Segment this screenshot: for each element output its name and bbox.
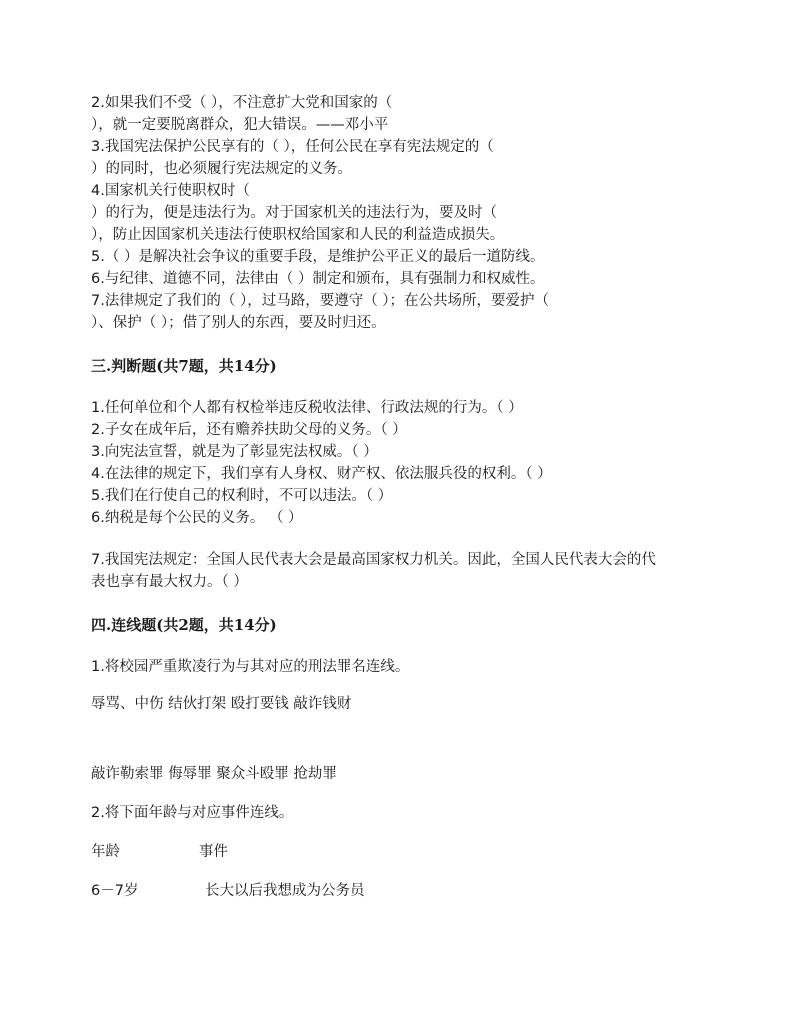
section-heading-matching: 四.连线题(共2题，共14分) <box>91 616 277 634</box>
fill-blank-q6: 6.与纪律、道德不同，法律由（ ）制定和颁布，具有强制力和权威性。 <box>91 271 545 287</box>
fill-blank-q7-line2: ）、保护（ ）；借了别人的东西，要及时归还。 <box>91 315 386 331</box>
fill-blank-q5: 5.（ ）是解决社会争议的重要手段，是维护公平正义的最后一道防线。 <box>91 249 545 265</box>
judgment-q6: 6.纳税是每个公民的义务。 （ ） <box>91 510 303 526</box>
judgment-q1: 1.任何单位和个人都有权检举违反税收法律、行政法规的行为。（ ） <box>91 400 523 416</box>
fill-blank-q2-line1: 2.如果我们不受（ ），不注意扩大党和国家的（ <box>91 95 393 111</box>
matching-q1: 1.将校园严重欺凌行为与其对应的刑法罪名连线。 <box>91 659 410 675</box>
matching-q1-right-items: 敲诈勒索罪 侮辱罪 聚众斗殴罪 抢劫罪 <box>91 766 337 782</box>
judgment-q3: 3.向宪法宣誓，就是为了彰显宪法权威。（ ） <box>91 444 378 460</box>
fill-blank-q4-line3: ），防止因国家机关违法行使职权给国家和人民的利益造成损失。 <box>91 227 505 243</box>
fill-blank-q4-line2: ）的行为，便是违法行为。对于国家机关的违法行为，要及时（ <box>91 205 497 221</box>
matching-col-age: 年龄 <box>91 844 120 860</box>
fill-blank-q2-line2: ），就一定要脱离群众，犯大错误。——邓小平 <box>91 117 389 133</box>
fill-blank-q7-line1: 7.法律规定了我们的（ ），过马路，要遵守（ ）；在公共场所，要爱护（ <box>91 293 550 309</box>
matching-row1-age: 6－7岁 <box>91 883 139 899</box>
matching-row1-event: 长大以后我想成为公务员 <box>205 883 365 899</box>
matching-q1-left-items: 辱骂、中伤 结伙打架 殴打要钱 敲诈钱财 <box>91 696 352 712</box>
fill-blank-q3-line1: 3.我国宪法保护公民享有的（ ），任何公民在享有宪法规定的（ <box>91 139 494 155</box>
judgment-q4: 4.在法律的规定下，我们享有人身权、财产权、依法服兵役的权利。（ ） <box>91 466 552 482</box>
fill-blank-q3-line2: ）的同时，也必须履行宪法规定的义务。 <box>91 161 352 177</box>
fill-blank-q4-line1: 4.国家机关行使职权时（ <box>91 183 250 199</box>
matching-col-event: 事件 <box>199 844 228 860</box>
judgment-q7-line1: 7.我国宪法规定：全国人民代表大会是最高国家权力机关。因此，全国人民代表大会的代 <box>91 552 656 568</box>
judgment-q7-line2: 表也享有最大权力。（ ） <box>91 574 248 590</box>
matching-q2: 2.将下面年龄与对应事件连线。 <box>91 805 294 821</box>
section-heading-judgment: 三.判断题(共7题，共14分) <box>91 357 277 375</box>
judgment-q5: 5.我们在行使自己的权利时，不可以违法。（ ） <box>91 488 393 504</box>
judgment-q2: 2.子女在成年后，还有赡养扶助父母的义务。（ ） <box>91 422 407 438</box>
